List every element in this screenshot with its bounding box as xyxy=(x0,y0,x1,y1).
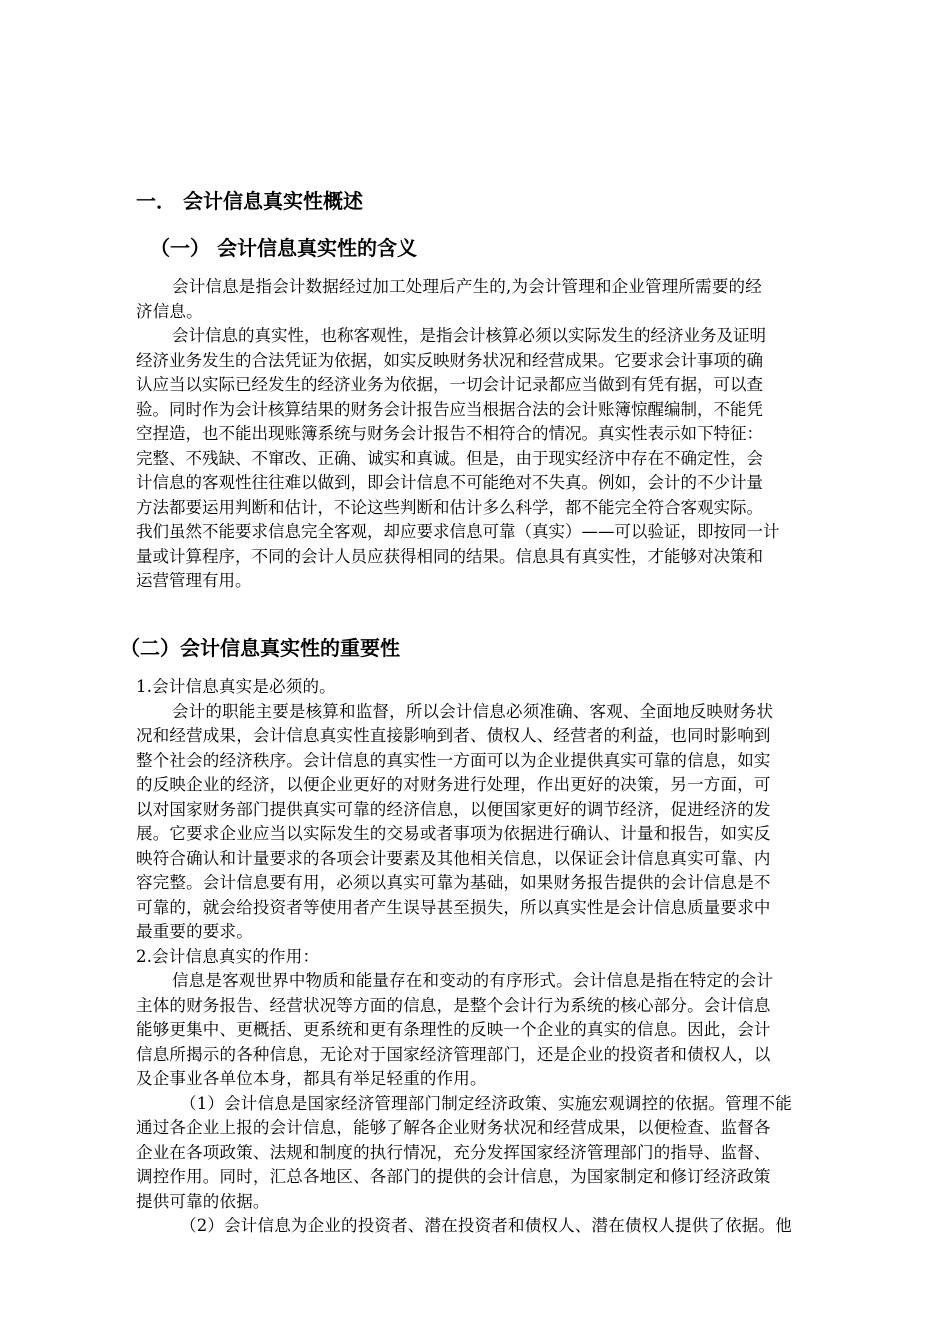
text-line: 济信息。 xyxy=(136,301,203,321)
text-line: 完整、不残缺、不窜改、正确、诚实和真诚。但是，由于现实经济中存在不确定性，会 xyxy=(136,448,763,468)
text-line: 况和经营成果，会计信息真实性直接影响到者、债权人、经营者的利益，也同时影响到 xyxy=(136,726,771,745)
item-1-title: 1.会计信息真实是必须的。 xyxy=(136,677,336,696)
text-line: 企业在各项政策、法规和制度的执行情况，充分发挥国家经济管理部门的指导、监督、 xyxy=(136,1142,771,1162)
text-line: 映符合确认和计量要求的各项会计要素及其他相关信息，以保证会计信息真实可靠、内 xyxy=(136,848,771,868)
text-line: 量或计算程序，不同的会计人员应获得相同的结果。信息具有真实性，才能够对决策和 xyxy=(136,546,763,566)
text-line: 经济业务发生的合法凭证为依据，如实反映财务状况和经营成果。它要求会计事项的确 xyxy=(136,350,763,370)
text-line: 的反映企业的经济，以便企业更好的对财务进行处理，作出更好的决策，另一方面，可 xyxy=(136,775,771,794)
section-1-paragraph-1 xyxy=(136,275,880,324)
text-line: 主体的财务报告、经营状况等方面的信息，是整个会计行为系统的核心部分。会计信息 xyxy=(136,995,771,1015)
text-line: 会计信息的真实性，也称客观性，是指会计核算必须以实际发生的经济业务及证明 xyxy=(172,326,766,345)
text-line: 整个社会的经济秩序。会计信息的真实性一方面可以为企业提供真实可靠的信息，如实 xyxy=(136,750,771,770)
text-line: 会计的职能主要是核算和监督，所以会计信息必须准确、客观、全面地反映财务状 xyxy=(172,701,774,721)
heading-level-1: 一． 会计信息真实性概述 xyxy=(136,189,363,213)
text-line: 提供可靠的依据。 xyxy=(136,1191,270,1211)
text-line: 验。同时作为会计核算结果的财务会计报告应当根据合法的会计账簿惊醒编制，不能凭 xyxy=(136,399,763,419)
text-line: 方法都要运用判断和估计，不论这些判断和估计多么科学，都不能完全符合客观实际。 xyxy=(136,497,763,517)
text-line: 能够更集中、更概括、更系统和更有条理性的反映一个企业的真实的信息。因此，会计 xyxy=(136,1020,771,1039)
text-line: （1）会计信息是国家经济管理部门制定经济政策、实施宏观调控的依据。管理不能 xyxy=(180,1093,792,1113)
text-line: 空捏造，也不能出现账簿系统与财务会计报告不相符合的情况。真实性表示如下特征： xyxy=(136,424,763,443)
text-line: 最重要的要求。 xyxy=(136,922,253,941)
section-2-body xyxy=(136,675,880,1239)
text-line: 及企事业各单位本身，都具有举足轻重的作用。 xyxy=(136,1069,487,1088)
text-line: 会计信息是指会计数据经过加工处理后产生的,为会计管理和企业管理所需要的经 xyxy=(172,277,762,296)
section-1-paragraph-2 xyxy=(136,324,880,594)
section-1-title: （一） 会计信息真实性的含义 xyxy=(150,236,417,260)
text-line: 以对国家财务部门提供真实可靠的经济信息，以便国家更好的调节经济，促进经济的发 xyxy=(136,799,771,819)
text-line: 信息是客观世界中物质和能量存在和变动的有序形式。会计信息是指在特定的会计 xyxy=(172,971,774,990)
text-line: 计信息的客观性往往难以做到，即会计信息不可能绝对不失真。例如，会计的不少计量 xyxy=(136,473,763,492)
text-line: （2）会计信息为企业的投资者、潜在投资者和债权人、潜在债权人提供了依据。他 xyxy=(180,1216,792,1235)
section-2-title: （二）会计信息真实性的重要性 xyxy=(120,636,400,660)
text-line: 容完整。会计信息要有用，必须以真实可靠为基础，如果财务报告提供的会计信息是不 xyxy=(136,873,771,892)
text-line: 我们虽然不能要求信息完全客观，却应要求信息可靠（真实）——可以验证，即按同一计 xyxy=(136,522,780,541)
text-line: 信息所揭示的各种信息，无论对于国家经济管理部门，还是企业的投资者和债权人，以 xyxy=(136,1044,771,1064)
text-line: 认应当以实际已经发生的经济业务为依据，一切会计记录都应当做到有凭有据，可以查 xyxy=(136,375,763,394)
item-2-title: 2.会计信息真实的作用： xyxy=(136,946,320,966)
text-line: 运营管理有用。 xyxy=(136,571,252,590)
text-line: 调控作用。同时，汇总各地区、各部门的提供的会计信息，为国家制定和修订经济政策 xyxy=(136,1167,771,1186)
text-line: 展。它要求企业应当以实际发生的交易或者事项为依据进行确认、计量和报告，如实反 xyxy=(136,824,771,843)
text-line: 可靠的，就会给投资者等使用者产生误导甚至损失，所以真实性是会计信息质量要求中 xyxy=(136,897,771,917)
text-line: 通过各企业上报的会计信息，能够了解各企业财务状况和经营成果，以便检查、监督各 xyxy=(136,1118,771,1137)
